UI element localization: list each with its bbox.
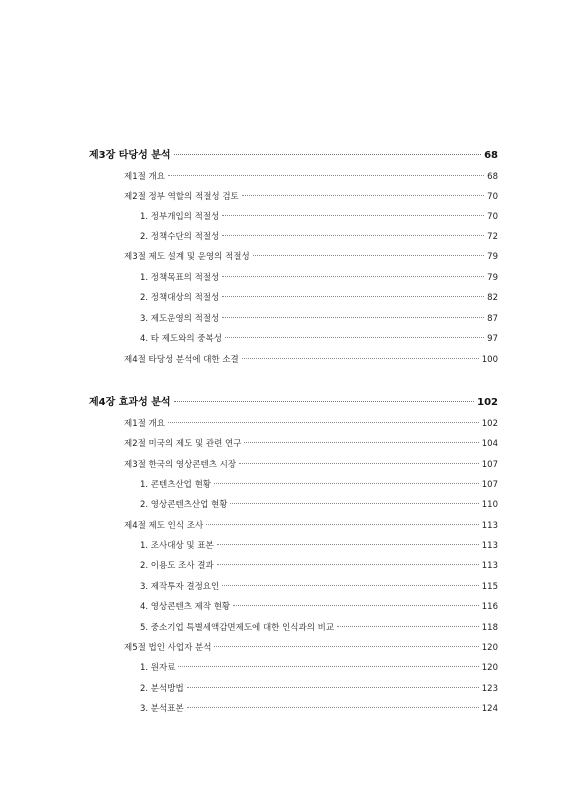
toc-section-entry[interactable] xyxy=(124,352,498,368)
toc-subsection-entry[interactable] xyxy=(140,701,498,717)
toc-entry-label: 제4절 제도 인식 조사 xyxy=(124,521,204,531)
toc-subsection-entry[interactable] xyxy=(140,660,498,676)
toc-section-entry[interactable] xyxy=(124,416,498,432)
toc-page-number: 79 xyxy=(487,273,498,283)
toc-subsection-entry[interactable] xyxy=(140,290,498,306)
toc-section-entry[interactable] xyxy=(124,436,498,452)
toc-page-number: 72 xyxy=(487,232,498,242)
toc-entry-label: 1. 정책목표의 적절성 xyxy=(140,273,220,283)
dot-leader xyxy=(168,422,479,423)
dot-leader xyxy=(178,666,478,667)
toc-chapter-heading[interactable] xyxy=(89,148,498,164)
toc-page-number: 107 xyxy=(481,480,498,490)
toc-section-entry[interactable] xyxy=(124,249,498,265)
toc-entry-label: 2. 이용도 조사 결과 xyxy=(140,561,214,571)
toc-subsection-entry[interactable] xyxy=(140,331,498,347)
toc-chapter-title: 제4장 효과성 분석 xyxy=(89,397,171,408)
toc-entry-label: 1. 조사대상 및 표본 xyxy=(140,541,214,551)
dot-leader xyxy=(214,646,478,647)
dot-leader xyxy=(337,626,479,627)
toc-entry-label: 1. 정부개입의 적절성 xyxy=(140,212,220,222)
toc-section-entry[interactable] xyxy=(124,640,498,656)
toc-subsection-entry[interactable] xyxy=(140,497,498,513)
toc-section-entry[interactable] xyxy=(124,189,498,205)
toc-subsection-entry[interactable] xyxy=(140,270,498,286)
toc-subsection-entry[interactable] xyxy=(140,599,498,615)
dot-leader xyxy=(233,605,479,606)
toc-page-number: 82 xyxy=(487,293,498,303)
toc-entry-label: 제1절 개요 xyxy=(124,419,165,429)
toc-entry-label: 제2절 미국의 제도 및 관련 연구 xyxy=(124,439,242,449)
toc-page-number: 118 xyxy=(481,623,498,633)
toc-page-number: 97 xyxy=(487,334,498,344)
dot-leader xyxy=(222,296,484,297)
toc-subsection-entry[interactable] xyxy=(140,579,498,595)
toc-subsection-entry[interactable] xyxy=(140,620,498,636)
toc-page-number: 107 xyxy=(481,460,498,470)
toc-page-number: 104 xyxy=(481,439,498,449)
toc-entry-label: 제4절 타당성 분석에 대한 소결 xyxy=(124,355,239,365)
dot-leader xyxy=(222,585,479,586)
dot-leader xyxy=(206,524,479,525)
dot-leader xyxy=(242,358,479,359)
toc-subsection-entry[interactable] xyxy=(140,477,498,493)
toc-entry-label: 3. 제작투자 결정요인 xyxy=(140,582,220,592)
toc-subsection-entry[interactable] xyxy=(140,311,498,327)
dot-leader xyxy=(222,235,484,236)
toc-entry-label: 2. 분석방법 xyxy=(140,684,184,694)
dot-leader xyxy=(222,276,484,277)
toc-chapter-title: 제3장 타당성 분석 xyxy=(89,150,171,161)
dot-leader xyxy=(239,463,479,464)
dot-leader xyxy=(253,255,485,256)
toc-page-number: 123 xyxy=(481,684,498,694)
toc-page-number: 120 xyxy=(481,643,498,653)
dot-leader xyxy=(217,564,479,565)
toc-entry-label: 제2절 정부 역할의 적절성 검토 xyxy=(124,192,239,202)
toc-entry-label: 4. 타 제도와의 중복성 xyxy=(140,334,222,344)
toc-entry-label: 5. 중소기업 특별세액감면제도에 대한 인식과의 비교 xyxy=(140,623,335,633)
toc-page-number: 100 xyxy=(481,355,498,365)
toc-page-number: 116 xyxy=(481,602,498,612)
toc-entry-label: 1. 원자료 xyxy=(140,663,176,673)
toc-page-number: 70 xyxy=(487,192,498,202)
toc-entry-label: 제3절 제도 설계 및 운영의 적절성 xyxy=(124,252,250,262)
dot-leader xyxy=(225,337,484,338)
dot-leader xyxy=(230,503,478,504)
dot-leader xyxy=(174,401,475,402)
toc-page-number: 68 xyxy=(484,150,498,161)
toc-entry-label: 제3절 한국의 영상콘텐츠 시장 xyxy=(124,460,237,470)
toc-page-number: 68 xyxy=(487,172,498,182)
toc-subsection-entry[interactable] xyxy=(140,538,498,554)
toc-chapter-heading[interactable] xyxy=(89,395,498,411)
dot-leader xyxy=(187,687,479,688)
toc-entry-label: 3. 제도운영의 적절성 xyxy=(140,314,220,324)
toc-page-number: 120 xyxy=(481,663,498,673)
toc-entry-label: 2. 영상콘텐츠산업 현황 xyxy=(140,500,228,510)
toc-subsection-entry[interactable] xyxy=(140,209,498,225)
dot-leader xyxy=(244,442,478,443)
toc-page-number: 113 xyxy=(481,561,498,571)
toc-subsection-entry[interactable] xyxy=(140,229,498,245)
toc-entry-label: 2. 정책수단의 적절성 xyxy=(140,232,220,242)
dot-leader xyxy=(242,195,484,196)
toc-page-number: 70 xyxy=(487,212,498,222)
toc-page-number: 124 xyxy=(481,704,498,714)
toc-entry-label: 1. 콘텐츠산업 현황 xyxy=(140,480,211,490)
toc-entry-label: 3. 분석표본 xyxy=(140,704,184,714)
toc-entry-label: 제1절 개요 xyxy=(124,172,165,182)
toc-page-number: 113 xyxy=(481,521,498,531)
dot-leader xyxy=(187,707,479,708)
toc-page-number: 102 xyxy=(481,419,498,429)
toc-page-number: 79 xyxy=(487,252,498,262)
toc-entry-label: 2. 정책대상의 적절성 xyxy=(140,293,220,303)
dot-leader xyxy=(168,175,484,176)
toc-section-entry[interactable] xyxy=(124,457,498,473)
toc-page-number: 110 xyxy=(481,500,498,510)
toc-page-number: 113 xyxy=(481,541,498,551)
toc-entry-label: 제5절 법인 사업자 분석 xyxy=(124,643,212,653)
toc-subsection-entry[interactable] xyxy=(140,681,498,697)
toc-subsection-entry[interactable] xyxy=(140,558,498,574)
dot-leader xyxy=(222,317,484,318)
dot-leader xyxy=(174,154,482,155)
toc-entry-label: 4. 영상콘텐츠 제작 현황 xyxy=(140,602,231,612)
toc-section-entry[interactable] xyxy=(124,518,498,534)
dot-leader xyxy=(214,483,479,484)
toc-section-entry[interactable] xyxy=(124,169,498,185)
dot-leader xyxy=(222,215,484,216)
toc-page-number: 87 xyxy=(487,314,498,324)
dot-leader xyxy=(217,544,479,545)
toc-page-number: 102 xyxy=(477,397,498,408)
toc-page-number: 115 xyxy=(481,582,498,592)
